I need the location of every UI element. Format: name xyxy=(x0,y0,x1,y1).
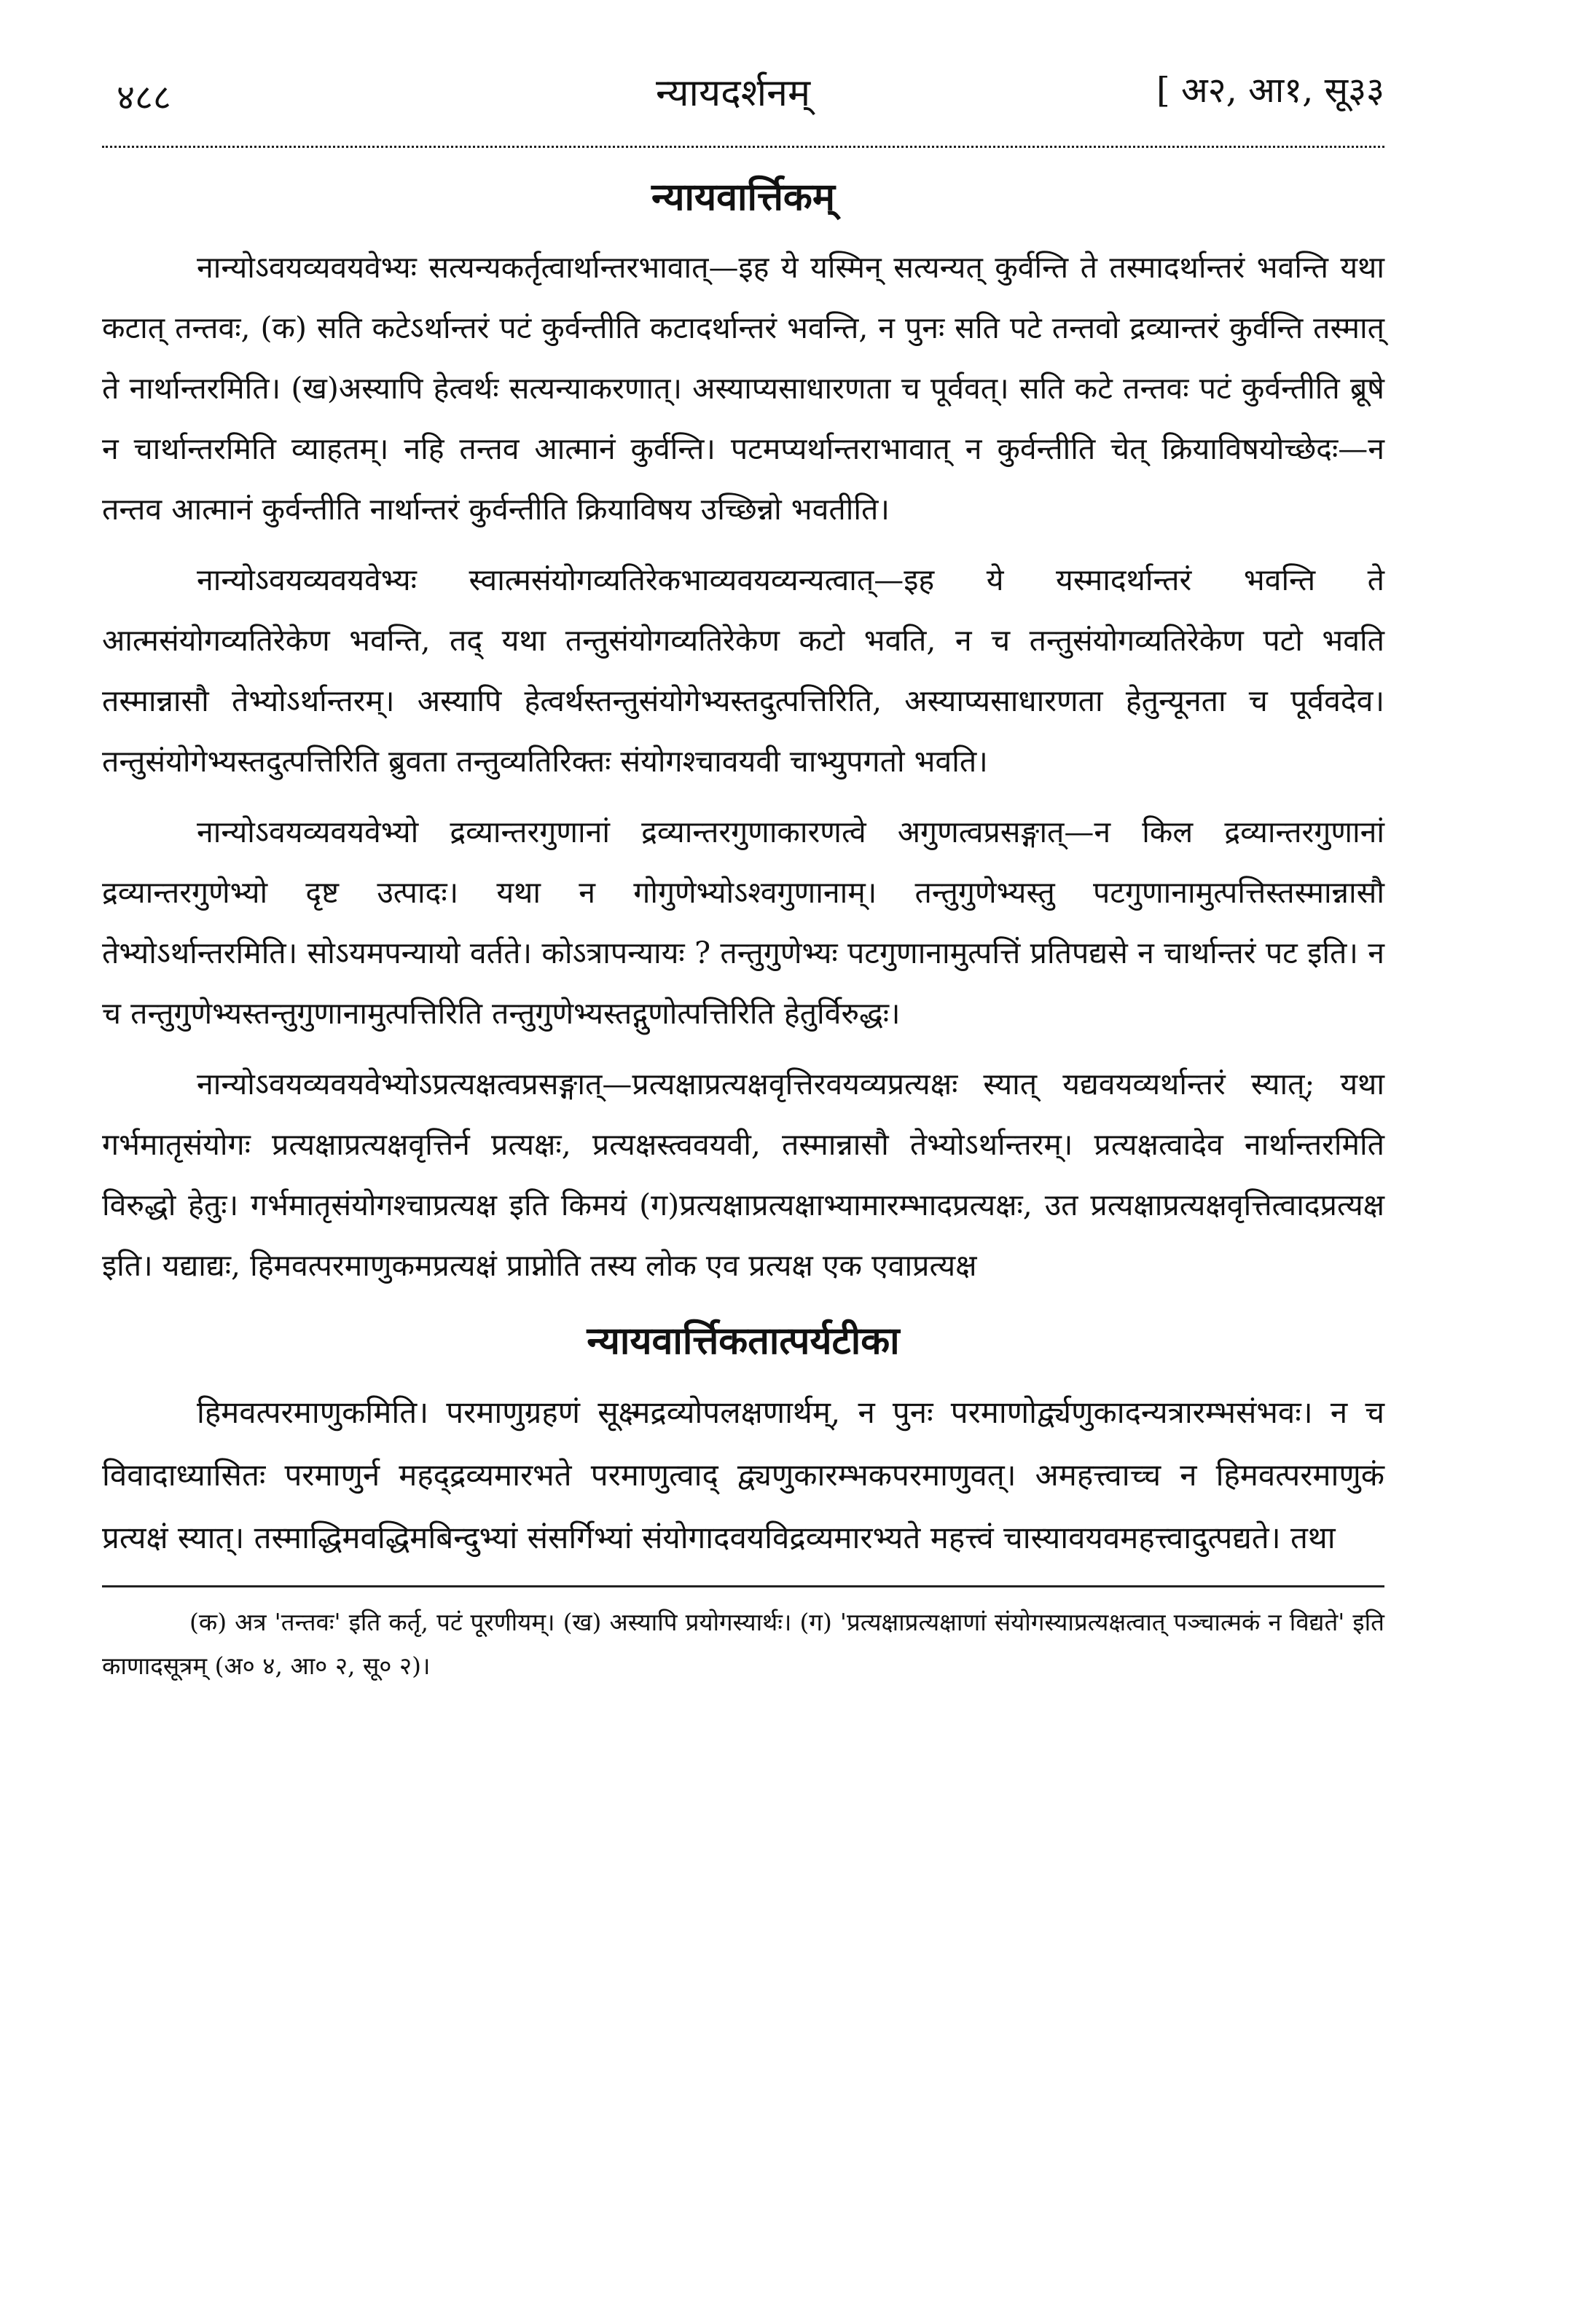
tika-paragraph: हिमवत्परमाणुकमिति। परमाणुग्रहणं सूक्ष्मद्रव्योपलक्षणार्थम्, न पुनः परमाणोर्द्व्यणुकादन्यत्रारम्भसंभवः। न च विवादाध्यासितः परमाणुर्न महद्द्रव्यमारभते परमाणुत्वाद् द्व्यणुकारम्भकपरमाणुवत्। अमहत्त्वाच्च न हिमवत्परमाणुकं प्रत्यक्षं स्यात्। तस्माद्धिमवद्धिमबिन्दुभ्यां संसर्गिभ्यां संयोगादवयविद्रव्यमारभ्यते महत्त्वं चास्यावयवमहत्त्वादुत्पद्यते। तथा xyxy=(102,1394,1384,1555)
vartika-heading: न्यायवार्त्तिकम् xyxy=(651,175,835,219)
footnote-divider xyxy=(102,1585,1384,1587)
running-header xyxy=(102,58,1384,131)
tika-heading: न्यायवार्त्तिकतात्पर्यटीका xyxy=(587,1319,900,1363)
page xyxy=(102,58,1384,1688)
running-title: न्यायदर्शनम् xyxy=(656,71,811,115)
vartika-paragraph: नान्योऽवयव्यवयवेभ्योऽप्रत्यक्षत्वप्रसङ्गात्—प्रत्यक्षाप्रत्यक्षवृत्तिरवयव्यप्रत्यक्षः स्यात् यद्यवयव्यर्थान्तरं स्यात्; यथा गर्भमातृसंयोगः प्रत्यक्षाप्रत्यक्षवृत्तिर्न प्रत्यक्षः, प्रत्यक्षस्त्ववयवी, तस्मान्नासौ तेभ्योऽर्थान्तरम्। प्रत्यक्षत्वादेव नार्थान्तरमिति विरुद्धो हेतुः। गर्भमातृसंयोगश्चाप्रत्यक्ष इति किमयं (ग)प्रत्यक्षाप्रत्यक्षाभ्यामारम्भादप्रत्यक्षः, उत प्रत्यक्षाप्रत्यक्षवृत्तित्वादप्रत्यक्ष इति। यद्याद्यः, हिमवत्परमाणुकमप्रत्यक्षं प्राप्नोति तस्य लोक एव प्रत्यक्ष एक एवाप्रत्यक्ष xyxy=(102,1067,1384,1283)
page-number: ४८८ xyxy=(117,77,171,118)
header-divider xyxy=(102,134,1384,148)
vartika-paragraph: नान्योऽवयव्यवयवेभ्यः सत्यन्यकर्तृत्वार्थान्तरभावात्—इह ये यस्मिन् सत्यन्यत् कुर्वन्ति ते तस्मादर्थान्तरं भवन्ति यथा कटात् तन्तवः, (क) सति कटेऽर्थान्तरं पटं कुर्वन्तीति कटादर्थान्तरं भवन्ति, न पुनः सति पटे तन्तवो द्रव्यान्तरं कुर्वन्ति तस्मात् ते नार्थान्तरमिति। (ख)अस्यापि हेत्वर्थः सत्यन्याकरणात्। अस्याप्यसाधारणता च पूर्ववत्। सति कटे तन्तवः पटं कुर्वन्तीति ब्रूषे न चार्थान्तरमिति व्याहतम्। नहि तन्तव आत्मानं कुर्वन्ति। पटमप्यर्थान्तराभावात् न कुर्वन्तीति चेत् क्रियाविषयोच्छेदः—न तन्तव आत्मानं कुर्वन्तीति नार्थान्तरं कुर्वन्तीति क्रियाविषय उच्छिन्नो भवतीति। xyxy=(102,250,1384,527)
vartika-paragraph: नान्योऽवयव्यवयवेभ्यः स्वात्मसंयोगव्यतिरेकभाव्यवयव्यन्यत्वात्—इह ये यस्मादर्थान्तरं भवन्ति ते आत्मसंयोगव्यतिरेकेण भवन्ति, तद् यथा तन्तुसंयोगव्यतिरेकेण कटो भवति, न च तन्तुसंयोगव्यतिरेकेण पटो भवति तस्मान्नासौ तेभ्योऽर्थान्तरम्। अस्यापि हेत्वर्थस्तन्तुसंयोगेभ्यस्तदुत्पत्तिरिति, अस्याप्यसाधारणता हेतुन्यूनता च पूर्ववदेव। तन्तुसंयोगेभ्यस्तदुत्पत्तिरिति ब्रुवता तन्तुव्यतिरिक्तः संयोगश्चावयवी चाभ्युपगतो भवति। xyxy=(102,562,1384,779)
vartika-paragraph: नान्योऽवयव्यवयवेभ्यो द्रव्यान्तरगुणानां द्रव्यान्तरगुणाकारणत्वे अगुणत्वप्रसङ्गात्—न किल द्रव्यान्तरगुणानां द्रव्यान्तरगुणेभ्यो दृष्ट उत्पादः। यथा न गोगुणेभ्योऽश्वगुणानाम्। तन्तुगुणेभ्यस्तु पटगुणानामुत्पत्तिस्तस्मान्नासौ तेभ्योऽर्थान्तरमिति। सोऽयमपन्यायो वर्तते। कोऽत्रापन्यायः ? तन्तुगुणेभ्यः पटगुणानामुत्पत्तिं प्रतिपद्यसे न चार्थान्तरं पट इति। न च तन्तुगुणेभ्यस्तन्तुगुणानामुत्पत्तिरिति तन्तुगुणेभ्यस्तद्गुणोत्पत्तिरिति हेतुर्विरुद्धः। xyxy=(102,814,1384,1031)
section-reference: [ अ२, आ१, सू३३ xyxy=(1156,70,1384,111)
footnotes: (क) अत्र 'तन्तवः' इति कर्तृ, पटं पूरणीयम्। (ख) अस्यापि प्रयोगस्यार्थः। (ग) 'प्रत्यक्षाप्रत्यक्षाणां संयोगस्याप्रत्यक्षत्वात् पञ्चात्मकं न विद्यते' इति काणादसूत्रम् (अ० ४, आ० २, सू० २)। xyxy=(102,1608,1384,1680)
